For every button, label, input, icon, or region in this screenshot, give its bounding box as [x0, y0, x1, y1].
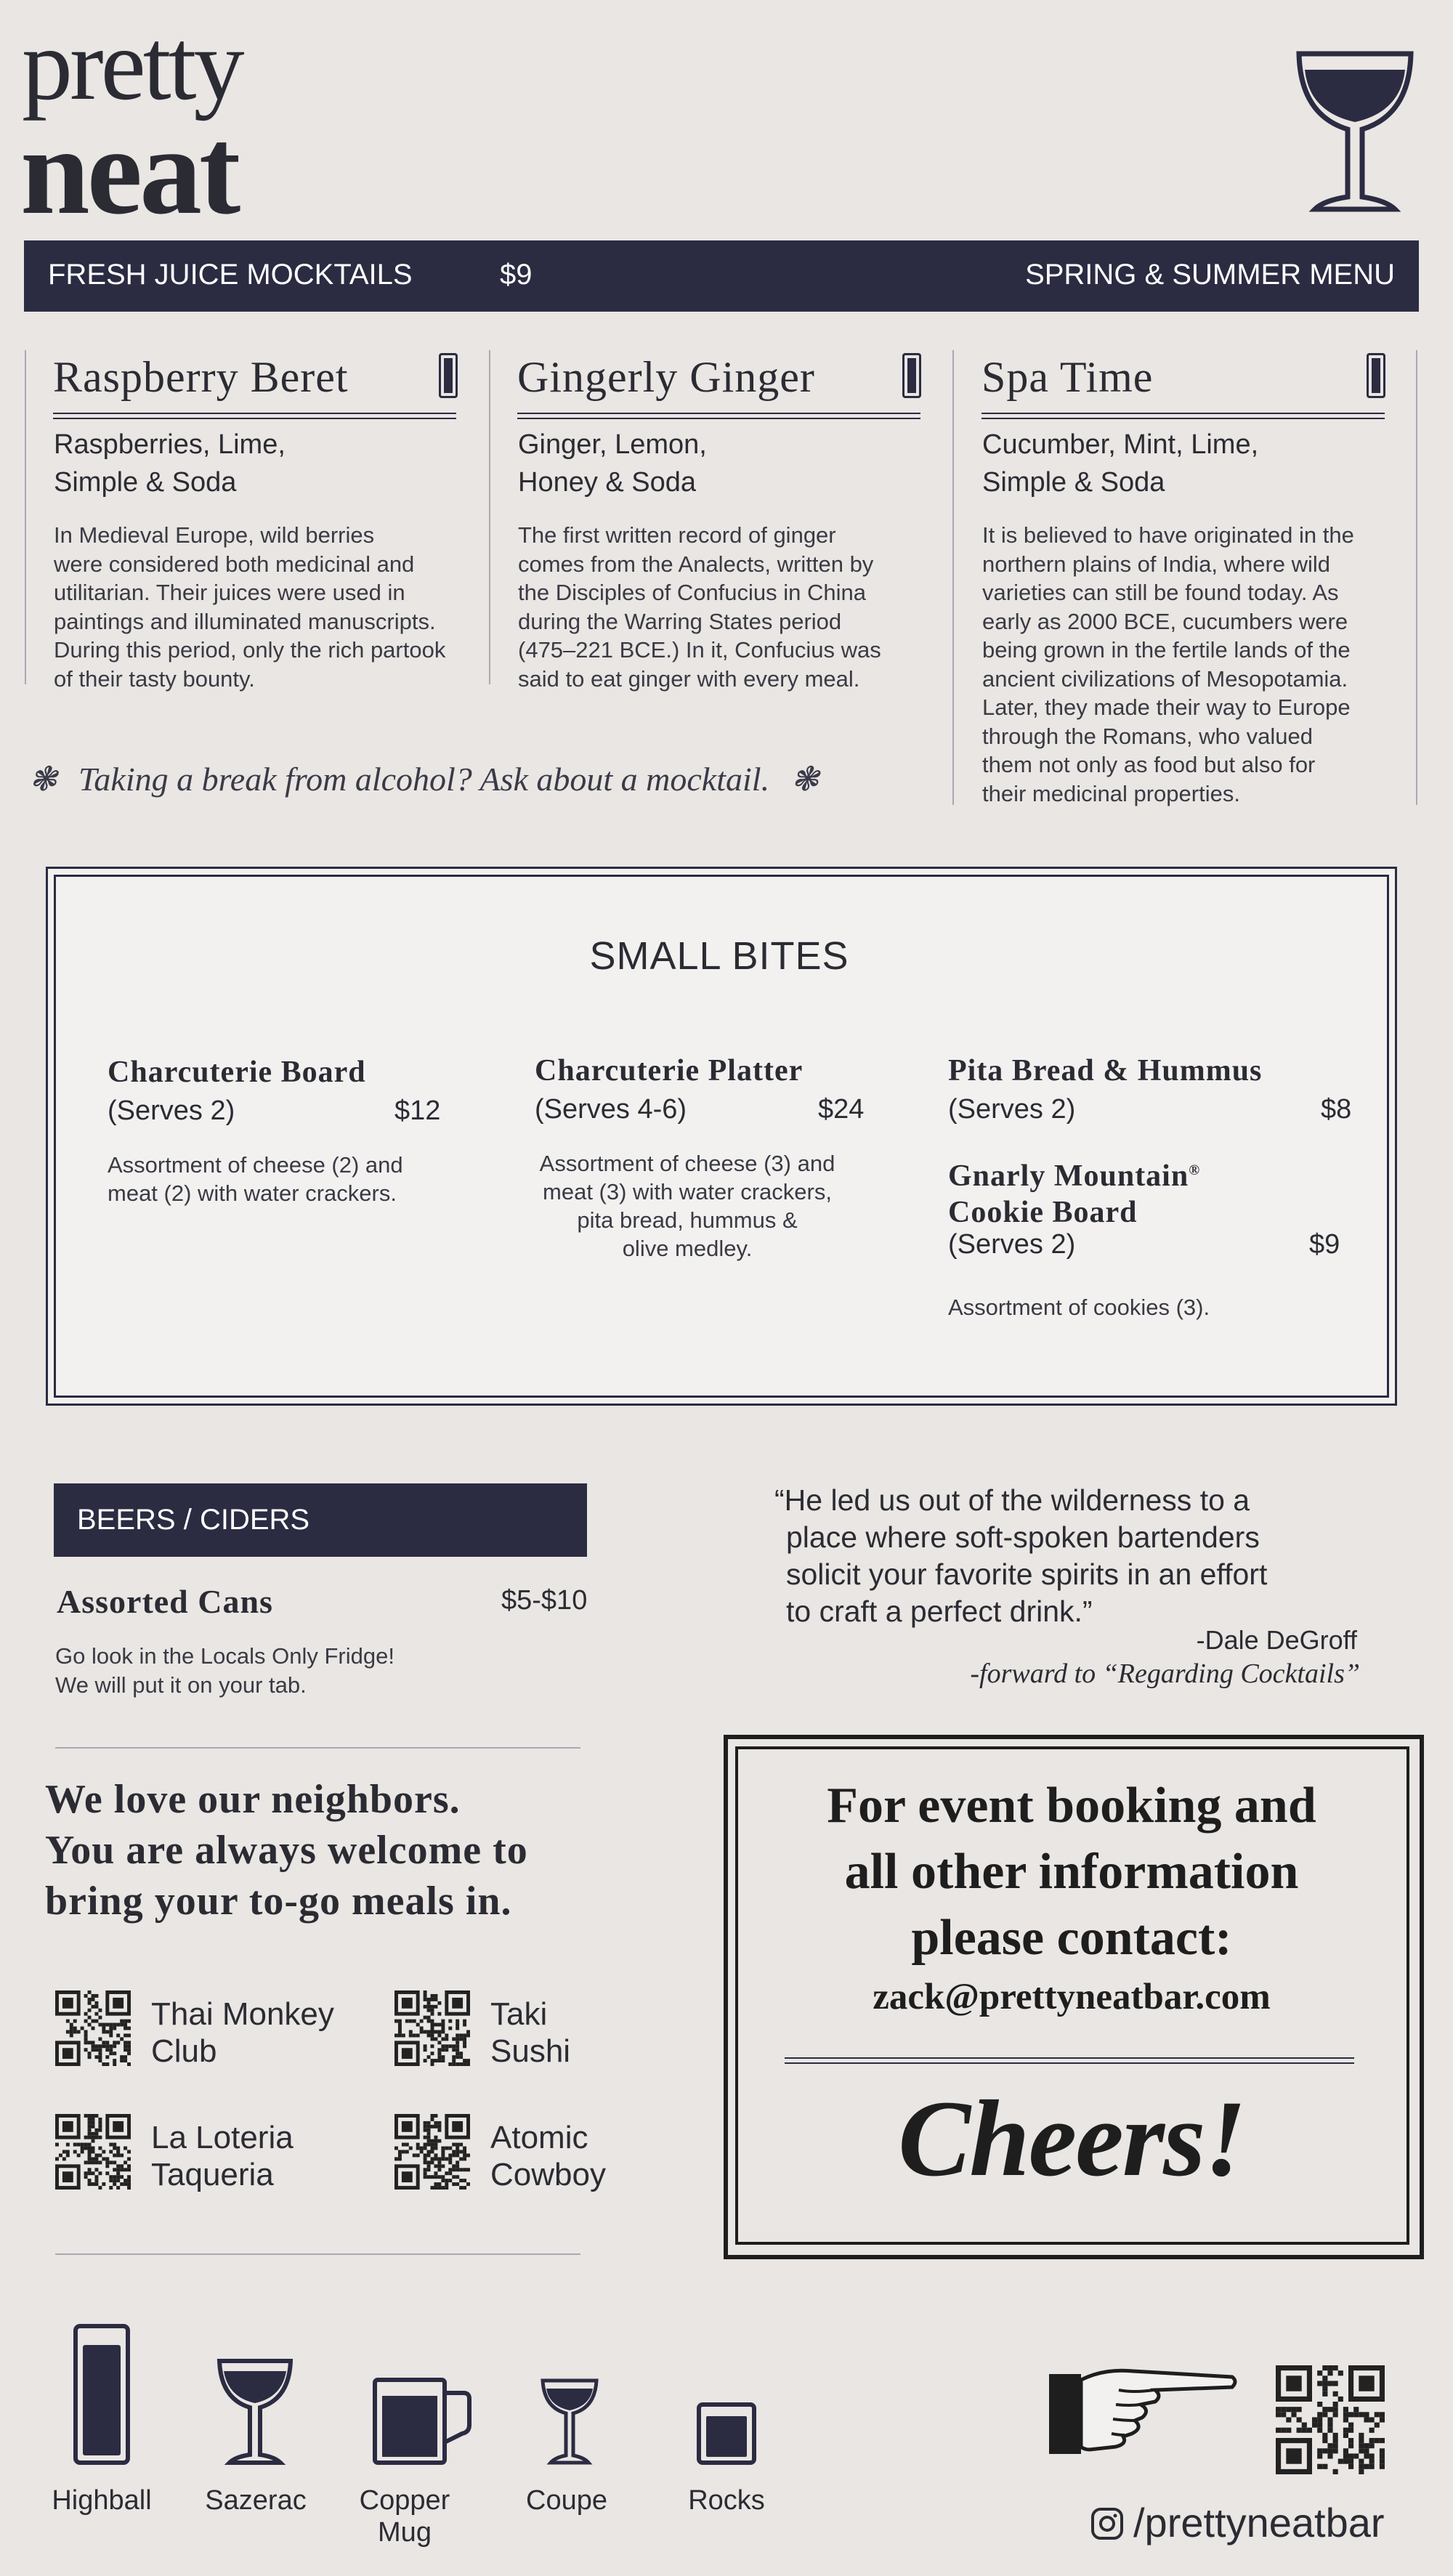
- mocktail-tagline: ❃ Taking a break from alcohol? Ask about a mocktail. ❃: [29, 761, 819, 798]
- column-divider: [1416, 350, 1417, 805]
- title-underline: [982, 413, 1385, 419]
- mocktail-story: In Medieval Europe, wild berries were considered both medicinal and utilitarian. Their juices were used in paintings and illuminated manuscripts. During this period, only the rich partook of their tasty bounty.: [54, 522, 446, 692]
- highball-glass-icon: [902, 353, 921, 398]
- glass-label: Highball: [52, 2485, 152, 2516]
- bite-price: $9: [1309, 1229, 1340, 1260]
- menu-season: SPRING & SUMMER MENU: [1025, 259, 1395, 291]
- mocktails-header-title: FRESH JUICE MOCKTAILS: [48, 259, 413, 291]
- mocktail-story: It is believed to have originated in the northern plains of India, where wild varieties can still be found today. As early as 2000 BCE, cucumbers were being grown in the fertile lands of the ancient civilizations of Mesopotamia. Later, they made their way to Europe through the Romans, who valued them not only as food but also for their medicinal properties.: [982, 522, 1354, 806]
- mocktail-name: Spa Time: [982, 353, 1154, 401]
- bite-price: $12: [394, 1095, 441, 1126]
- bite-serves: (Serves 4-6): [535, 1094, 687, 1125]
- qr-code-la-loteria[interactable]: [55, 2114, 131, 2190]
- qr-code-atomic-cowboy[interactable]: [394, 2114, 470, 2190]
- beer-price: $5-$10: [501, 1585, 588, 1616]
- mocktail-ingredients: Raspberries, Lime, Simple & Soda: [54, 429, 286, 498]
- beers-header-title: BEERS / CIDERS: [77, 1504, 310, 1536]
- beers-header-bar: [54, 1483, 587, 1557]
- column-divider: [952, 350, 954, 805]
- mocktail-ingredients: Ginger, Lemon, Honey & Soda: [518, 429, 707, 498]
- logo-pretty: pretty: [22, 9, 242, 121]
- highball-glass-icon: [73, 2323, 131, 2466]
- restaurant-name: La Loteria Taqueria: [151, 2120, 294, 2192]
- glass-label: Sazerac: [205, 2485, 307, 2516]
- glass-label: Coupe: [526, 2485, 607, 2516]
- column-divider: [489, 350, 490, 684]
- beer-name: Assorted Cans: [57, 1583, 273, 1620]
- bite-serves: (Serves 2): [948, 1094, 1076, 1125]
- contact-divider: [785, 2057, 1354, 2064]
- bite-name: Pita Bread & Hummus: [948, 1054, 1263, 1087]
- restaurant-name: Thai Monkey Club: [151, 1996, 334, 2069]
- bite-serves: (Serves 2): [948, 1229, 1076, 1260]
- column-divider: [25, 350, 26, 684]
- divider: [55, 2253, 580, 2255]
- mocktails-price: $9: [500, 259, 533, 291]
- divider: [55, 1747, 580, 1749]
- neighbors-message: We love our neighbors. You are always welcome to bring your to-go meals in.: [45, 1777, 528, 1924]
- contact-heading: For event booking and all other information please contact:: [827, 1778, 1316, 1966]
- cheers-text: Cheers!: [898, 2078, 1245, 2199]
- mocktail-story: The first written record of ginger comes from the Analects, written by the Disciples of Confucius in China during the Warring States period (475–221 BCE.) In it, Confucius was said to eat ginger with every meal.: [518, 522, 881, 692]
- quote-text: “He led us out of the wilderness to a place where soft-spoken bartenders solicit your favorite spirits in an effort to craft a perfect drink.”: [774, 1483, 1268, 1628]
- small-bites-title: SMALL BITES: [589, 934, 849, 978]
- qr-code-taki-sushi[interactable]: [394, 1990, 470, 2066]
- mocktail-name: Gingerly Ginger: [517, 353, 815, 401]
- bite-description: Assortment of cheese (2) and meat (2) with water crackers.: [108, 1152, 403, 1206]
- restaurant-name: Atomic Cowboy: [490, 2120, 606, 2192]
- glass-label: Rocks: [688, 2485, 765, 2516]
- contact-email[interactable]: zack@prettyneatbar.com: [873, 1977, 1271, 2017]
- rocks-glass-icon: [696, 2402, 757, 2466]
- bite-price: $24: [818, 1094, 865, 1125]
- bite-price: $8: [1321, 1094, 1352, 1125]
- qr-code-instagram[interactable]: [1276, 2365, 1385, 2474]
- coupe-glass-icon: [1293, 48, 1417, 215]
- qr-code-thai-monkey[interactable]: [55, 1990, 131, 2066]
- bite-description: Assortment of cookies (3).: [948, 1295, 1210, 1320]
- restaurant-name: Taki Sushi: [490, 1996, 571, 2069]
- bite-serves: (Serves 2): [108, 1095, 235, 1126]
- logo-neat: neat: [20, 102, 238, 240]
- mocktail-ingredients: Cucumber, Mint, Lime, Simple & Soda: [982, 429, 1259, 498]
- coupe-glass-icon: [539, 2377, 600, 2466]
- bite-description: Assortment of cheese (3) and meat (3) with water crackers, pita bread, hummus & olive medley.: [539, 1151, 835, 1261]
- highball-glass-icon: [439, 353, 458, 398]
- bite-name: Charcuterie Board: [108, 1056, 366, 1089]
- instagram-icon: [1090, 2506, 1125, 2541]
- title-underline: [53, 413, 456, 419]
- mocktails-header-bar: [24, 240, 1419, 312]
- glass-label: Copper Mug: [359, 2485, 450, 2548]
- highball-glass-icon: [1367, 353, 1385, 398]
- mocktail-name: Raspberry Beret: [53, 353, 349, 401]
- quote-author: -Dale DeGroff: [1196, 1625, 1357, 1655]
- flower-icon: ❃: [790, 761, 819, 798]
- beer-description: Go look in the Locals Only Fridge! We will put it on your tab.: [55, 1643, 394, 1698]
- pointing-hand-icon: [1046, 2361, 1239, 2460]
- copper-mug-icon: [372, 2377, 474, 2466]
- title-underline: [517, 413, 920, 419]
- quote-source: -forward to “Regarding Cocktails”: [970, 1658, 1360, 1689]
- instagram-handle[interactable]: /prettyneatbar: [1090, 2499, 1385, 2546]
- sazerac-glass-icon: [215, 2357, 295, 2466]
- bite-name: Charcuterie Platter: [535, 1054, 804, 1087]
- bite-name: Gnarly Mountain® Cookie Board: [948, 1159, 1201, 1229]
- flower-icon: ❃: [29, 761, 57, 798]
